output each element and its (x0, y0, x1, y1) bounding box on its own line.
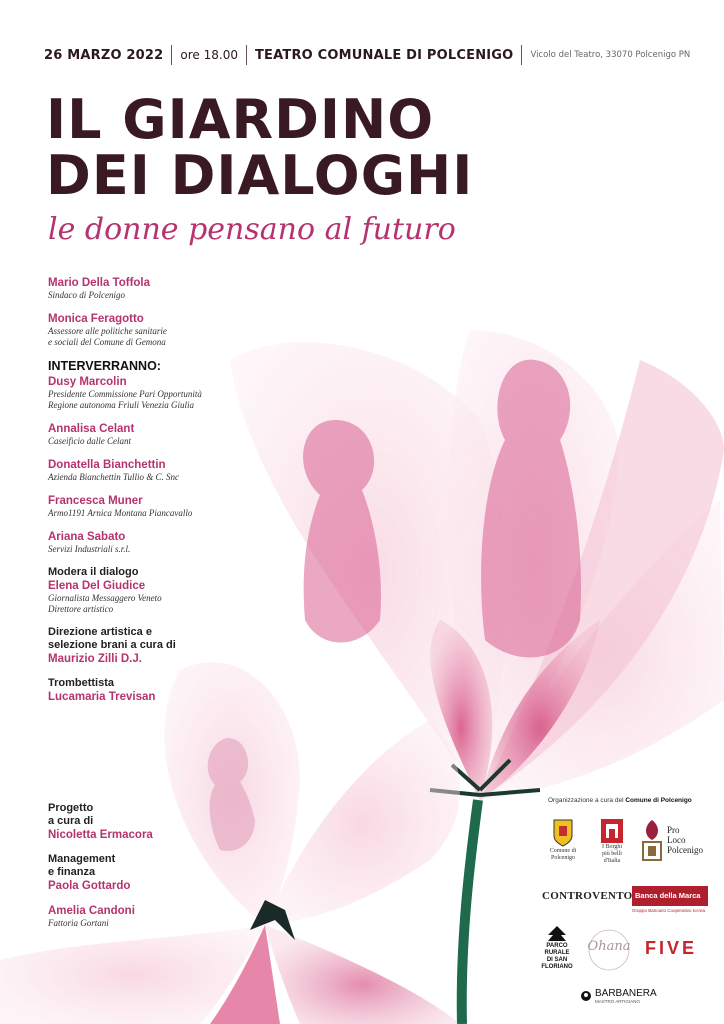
logo-barbanera (580, 988, 660, 1004)
role-label: selezione brani a cura di (48, 639, 176, 651)
person-role: Armo1191 Arnica Montana Piancavallo (48, 508, 193, 518)
organizer-prefix: Organizzazione a cura del (548, 797, 624, 804)
logo-label: I Borghi (601, 844, 623, 850)
title-line-2: DEI DIALOGHI (46, 144, 474, 207)
host-item (48, 276, 288, 301)
logo-label: Loco (667, 835, 686, 845)
logo-label: CONTROVENTO (542, 890, 633, 902)
event-header (44, 44, 704, 66)
role-label: a cura di (48, 815, 94, 827)
person-name: Ariana Sabato (48, 531, 126, 543)
logo-label: Banca della Marca (632, 886, 708, 906)
barbanera-icon (580, 990, 592, 1002)
role-label: Trombettista (48, 677, 115, 689)
logo-label: Pro (667, 825, 680, 835)
logo-label: FIVE (645, 938, 698, 958)
logo-five (645, 938, 705, 959)
art-direction-item (48, 626, 288, 666)
person-name: Dusy Marcolin (48, 376, 127, 388)
person-name: Annalisa Celant (48, 423, 135, 435)
logo-sublabel: Gruppo Bancario Cooperativo Iccrea (632, 908, 706, 913)
logo-controvento (542, 890, 633, 902)
person-name: Monica Feragotto (48, 313, 144, 325)
trumpet-item (48, 677, 288, 704)
role-label: Direzione artistica e (48, 626, 152, 638)
speakers-heading: INTERVERRANNO: (48, 359, 161, 373)
host-item (48, 312, 288, 348)
person-name: Francesca Muner (48, 495, 143, 507)
logo-label: DI SAN (546, 957, 568, 963)
person-name: Paola Gottardo (48, 880, 131, 892)
event-date: 26 MARZO 2022 (44, 47, 164, 63)
logo-ohana (582, 928, 636, 972)
event-venue: TEATRO COMUNALE DI POLCENIGO (254, 47, 514, 63)
tree-icon (546, 925, 568, 943)
venue-address: Vicolo del Teatro, 33070 Polcenigo PN (530, 50, 691, 60)
castle-icon (600, 818, 624, 844)
person-role: Servizi Industriali s.r.l. (48, 544, 131, 554)
participants-list (48, 276, 288, 715)
logo-banca-marca (632, 886, 708, 913)
person-name: Elena Del Giudice (48, 580, 146, 592)
person-role: Assessore alle politiche sanitarie (48, 326, 167, 336)
event-time: ore 18.00 (180, 48, 238, 62)
person-name: Donatella Bianchettin (48, 459, 166, 471)
logo-label: PARCO (546, 943, 568, 949)
speaker-item (48, 494, 288, 519)
credits-list (48, 802, 248, 940)
logo-label: FLORIANO (541, 964, 573, 970)
role-label: e finanza (48, 866, 96, 878)
role-label: Modera il dialogo (48, 566, 139, 578)
logo-label: Comune di Polcenigo (549, 848, 577, 861)
role-label: Progetto (48, 802, 94, 814)
coat-of-arms-icon (552, 818, 574, 848)
person-role: e sociali del Comune di Gemona (48, 337, 166, 347)
person-role: Azienda Bianchettin Tullio & C. Snc (48, 472, 179, 482)
person-role: Giornalista Messaggero Veneto (48, 593, 162, 603)
person-role: Sindaco di Polcenigo (48, 290, 125, 300)
divider (246, 45, 247, 65)
person-role: Regione autonoma Friuli Venezia Giulia (48, 400, 194, 410)
person-role: Caseificio dalle Celant (48, 436, 131, 446)
logo-sublabel: MASTRO ARTIGIANO (595, 999, 640, 1004)
logo-polcenigo (545, 818, 581, 862)
person-name: Lucamaria Trevisan (48, 691, 156, 703)
organizer-entity: Comune di Polcenigo (625, 797, 692, 804)
tower-icon (640, 818, 664, 862)
speaker-item (48, 375, 288, 411)
logo-borghi (594, 818, 630, 865)
divider (521, 45, 522, 65)
moderator-item (48, 566, 288, 615)
management-item (48, 853, 248, 893)
logo-label: BARBANERA (595, 988, 657, 999)
person-role: Fattoria Gortani (48, 918, 109, 928)
organizer-line (548, 797, 692, 804)
speaker-item (48, 458, 288, 483)
person-role: Direttore artistico (48, 604, 114, 614)
person-name: Nicoletta Ermacora (48, 829, 153, 841)
project-item (48, 802, 248, 842)
logo-label: d'Italia (603, 858, 621, 864)
person-name: Mario Della Toffola (48, 277, 151, 289)
person-name: Amelia Candoni (48, 905, 135, 917)
poster-subtitle: le donne pensano al futuro (48, 212, 456, 247)
logo-label: più belli (602, 851, 622, 857)
speaker-item (48, 422, 288, 447)
logo-proloco (640, 818, 710, 862)
logo-label: Polcenigo (667, 845, 703, 855)
extra-item (48, 904, 248, 929)
logo-label: RURALE (544, 950, 570, 956)
speaker-item (48, 530, 288, 555)
logo-parco-rurale (540, 925, 574, 971)
logo-label: Ohana (587, 939, 631, 954)
title-line-1: IL GIARDINO (46, 88, 435, 151)
divider (171, 45, 172, 65)
role-label: Management (48, 853, 116, 865)
person-name: Maurizio Zilli D.J. (48, 653, 142, 665)
poster-title (46, 88, 474, 207)
person-role: Presidente Commissione Pari Opportunità (48, 389, 202, 399)
